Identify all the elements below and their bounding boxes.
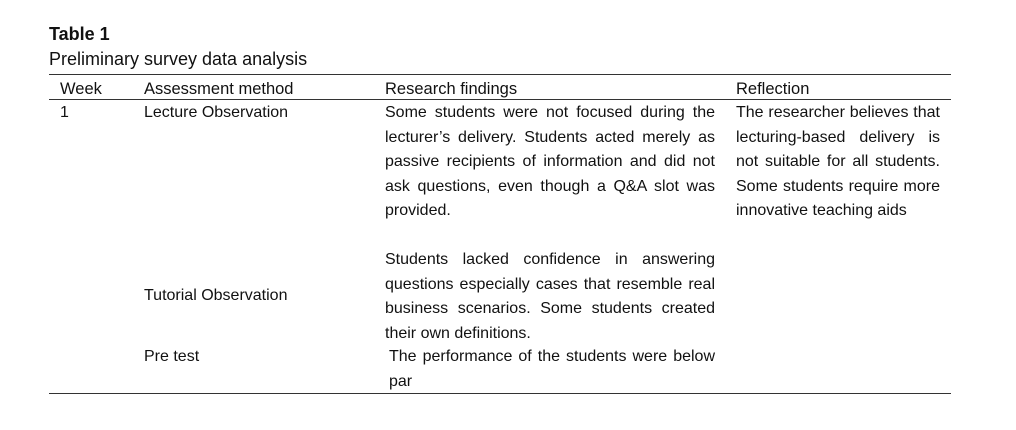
table-top-rule: [49, 74, 951, 75]
assessment-method-cell-lecture: Lecture Observation: [144, 104, 289, 121]
table-label: Table 1: [49, 24, 110, 44]
column-header-assessment-method: Assessment method: [144, 80, 294, 98]
column-header-reflection: Reflection: [736, 80, 810, 98]
week-cell: 1: [60, 104, 69, 121]
column-header-research-findings: Research findings: [385, 80, 518, 98]
reflection-cell: The researcher believes that lecturing-based delivery is not suitable for all students. Some students require more innovative teaching aids: [736, 104, 940, 219]
table-bottom-rule: [49, 393, 951, 394]
assessment-method-cell-tutorial: Tutorial Observation: [144, 287, 288, 304]
column-header-week: Week: [60, 80, 102, 98]
table-header-rule: [49, 99, 951, 100]
table-caption: Preliminary survey data analysis: [49, 49, 308, 69]
assessment-method-cell-pretest: Pre test: [144, 348, 200, 365]
research-finding-cell-tutorial: Students lacked confidence in answering questions especially cases that resemble real business scenarios. Some students created their own definitions.: [385, 251, 715, 342]
research-finding-cell-pretest: The performance of the students were below par: [389, 348, 715, 390]
research-finding-cell-lecture: Some students were not focused during the lecturer’s delivery. Students acted merely as passive recipients of information and did not ask questions, even though a Q&A slot was provided.: [385, 104, 715, 219]
